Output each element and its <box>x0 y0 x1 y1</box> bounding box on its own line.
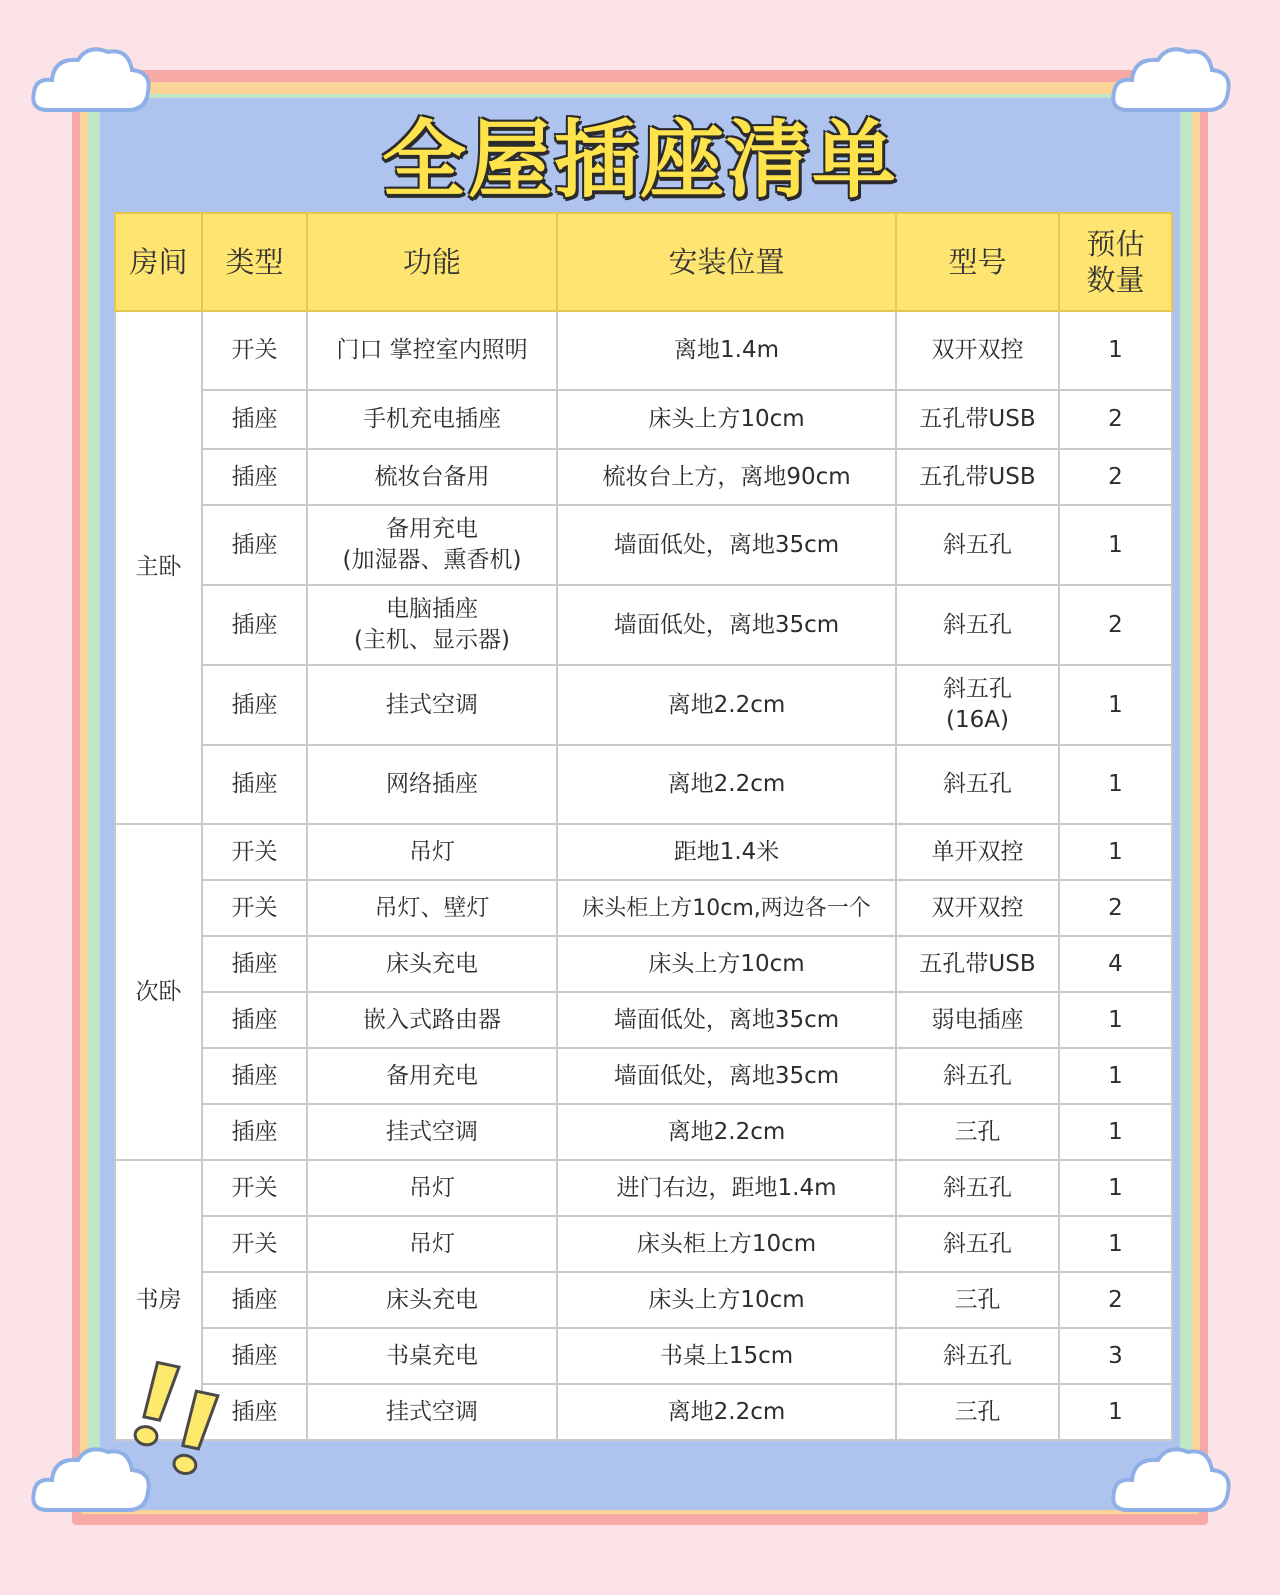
type-cell: 开关 <box>202 311 307 390</box>
model-note: (16A) <box>946 707 1009 733</box>
position-cell: 进门右边，距地1.4m <box>557 1160 896 1216</box>
position-cell: 床头上方10cm <box>557 390 896 449</box>
function-cell: 备用充电 <box>307 1048 557 1104</box>
position-cell: 床头上方10cm <box>557 1272 896 1328</box>
type-cell: 开关 <box>202 1216 307 1272</box>
model-cell: 三孔 <box>896 1272 1059 1328</box>
type-cell: 插座 <box>202 585 307 665</box>
header-type: 类型 <box>202 213 307 311</box>
function-cell: 床头充电 <box>307 936 557 992</box>
header-quantity <box>1059 213 1172 311</box>
function-cell <box>307 585 557 665</box>
position-cell: 床头柜上方10cm <box>557 1216 896 1272</box>
table-row <box>115 1216 1172 1272</box>
qty-cell: 1 <box>1059 992 1172 1048</box>
table-row <box>115 665 1172 745</box>
function-note: (主机、显示器) <box>354 627 510 653</box>
header-row <box>115 213 1172 311</box>
type-cell: 开关 <box>202 1160 307 1216</box>
qty-cell: 4 <box>1059 936 1172 992</box>
model-cell: 双开双控 <box>896 880 1059 936</box>
function-cell: 手机充电插座 <box>307 390 557 449</box>
model-cell: 五孔带USB <box>896 449 1059 505</box>
type-cell: 插座 <box>202 936 307 992</box>
table-row <box>115 585 1172 665</box>
position-cell: 离地2.2cm <box>557 745 896 824</box>
type-cell: 插座 <box>202 992 307 1048</box>
position-cell: 离地1.4m <box>557 311 896 390</box>
model-cell: 双开双控 <box>896 311 1059 390</box>
qty-cell: 1 <box>1059 505 1172 585</box>
room-cell: 主卧 <box>115 311 202 824</box>
qty-cell: 1 <box>1059 1160 1172 1216</box>
table-row <box>115 880 1172 936</box>
model-cell: 五孔带USB <box>896 936 1059 992</box>
table-row <box>115 1160 1172 1216</box>
header-qty-line1: 预估 <box>1086 227 1145 261</box>
function-cell: 吊灯 <box>307 1216 557 1272</box>
room-cell: 次卧 <box>115 824 202 1160</box>
table-row <box>115 311 1172 390</box>
page-title: 全屋插座清单 <box>381 111 898 209</box>
table-row <box>115 449 1172 505</box>
double-exclamation-icon <box>128 1360 228 1490</box>
type-cell: 插座 <box>202 665 307 745</box>
position-cell: 书桌上15cm <box>557 1328 896 1384</box>
type-cell: 插座 <box>202 449 307 505</box>
function-cell: 书桌充电 <box>307 1328 557 1384</box>
function-note: (加湿器、熏香机) <box>342 547 522 573</box>
model-cell: 斜五孔 <box>896 505 1059 585</box>
model-cell: 斜五孔 <box>896 585 1059 665</box>
type-cell: 开关 <box>202 880 307 936</box>
qty-cell: 2 <box>1059 880 1172 936</box>
model-line: 斜五孔 <box>943 676 1012 702</box>
type-cell: 插座 <box>202 1104 307 1160</box>
model-cell <box>896 665 1059 745</box>
model-cell: 斜五孔 <box>896 745 1059 824</box>
function-line: 电脑插座 <box>386 596 478 622</box>
function-cell: 床头充电 <box>307 1272 557 1328</box>
qty-cell: 2 <box>1059 449 1172 505</box>
table-row <box>115 936 1172 992</box>
model-cell: 三孔 <box>896 1104 1059 1160</box>
position-cell: 床头上方10cm <box>557 936 896 992</box>
room-cell: 书房 <box>115 1160 202 1440</box>
type-cell: 插座 <box>202 1384 307 1440</box>
position-cell: 墙面低处，离地35cm <box>557 1048 896 1104</box>
model-cell: 三孔 <box>896 1384 1059 1440</box>
position-cell: 离地2.2cm <box>557 1104 896 1160</box>
table-row <box>115 1272 1172 1328</box>
position-cell: 离地2.2cm <box>557 665 896 745</box>
qty-cell: 1 <box>1059 665 1172 745</box>
function-cell: 挂式空调 <box>307 1384 557 1440</box>
model-cell: 单开双控 <box>896 824 1059 880</box>
table-row <box>115 745 1172 824</box>
position-cell: 墙面低处，离地35cm <box>557 505 896 585</box>
type-cell: 插座 <box>202 1048 307 1104</box>
function-cell: 吊灯 <box>307 1160 557 1216</box>
function-cell: 挂式空调 <box>307 665 557 745</box>
table-row <box>115 390 1172 449</box>
qty-cell: 2 <box>1059 1272 1172 1328</box>
position-cell: 床头柜上方10cm,两边各一个 <box>557 880 896 936</box>
header-position: 安装位置 <box>557 213 896 311</box>
table-row <box>115 1104 1172 1160</box>
model-cell: 斜五孔 <box>896 1048 1059 1104</box>
function-cell <box>307 505 557 585</box>
qty-cell: 3 <box>1059 1328 1172 1384</box>
table-row <box>115 992 1172 1048</box>
table-row <box>115 824 1172 880</box>
qty-cell: 2 <box>1059 585 1172 665</box>
header-model: 型号 <box>896 213 1059 311</box>
model-cell: 五孔带USB <box>896 390 1059 449</box>
header-room: 房间 <box>115 213 202 311</box>
type-cell: 插座 <box>202 1328 307 1384</box>
function-cell: 梳妆台备用 <box>307 449 557 505</box>
table-row <box>115 1048 1172 1104</box>
qty-cell: 1 <box>1059 1216 1172 1272</box>
type-cell: 插座 <box>202 1272 307 1328</box>
position-cell: 墙面低处，离地35cm <box>557 992 896 1048</box>
qty-cell: 1 <box>1059 1048 1172 1104</box>
qty-cell: 2 <box>1059 390 1172 449</box>
model-cell: 斜五孔 <box>896 1328 1059 1384</box>
header-function: 功能 <box>307 213 557 311</box>
function-cell: 网络插座 <box>307 745 557 824</box>
position-cell: 离地2.2cm <box>557 1384 896 1440</box>
model-cell: 斜五孔 <box>896 1160 1059 1216</box>
function-cell: 门口 掌控室内照明 <box>307 311 557 390</box>
socket-table <box>114 212 1173 1441</box>
qty-cell: 1 <box>1059 311 1172 390</box>
model-cell: 斜五孔 <box>896 1216 1059 1272</box>
type-cell: 插座 <box>202 505 307 585</box>
header-qty-line2: 数量 <box>1086 263 1145 297</box>
type-cell: 插座 <box>202 745 307 824</box>
table-row <box>115 1328 1172 1384</box>
function-cell: 挂式空调 <box>307 1104 557 1160</box>
function-line: 备用充电 <box>386 516 478 542</box>
table-row <box>115 505 1172 585</box>
qty-cell: 1 <box>1059 745 1172 824</box>
type-cell: 开关 <box>202 824 307 880</box>
qty-cell: 1 <box>1059 824 1172 880</box>
qty-cell: 1 <box>1059 1104 1172 1160</box>
table-row <box>115 1384 1172 1440</box>
position-cell: 墙面低处，离地35cm <box>557 585 896 665</box>
type-cell: 插座 <box>202 390 307 449</box>
model-cell: 弱电插座 <box>896 992 1059 1048</box>
position-cell: 梳妆台上方，离地90cm <box>557 449 896 505</box>
function-cell: 嵌入式路由器 <box>307 992 557 1048</box>
cloud-icon <box>1108 1440 1238 1530</box>
qty-cell: 1 <box>1059 1384 1172 1440</box>
position-cell: 距地1.4米 <box>557 824 896 880</box>
function-cell: 吊灯、壁灯 <box>307 880 557 936</box>
function-cell: 吊灯 <box>307 824 557 880</box>
